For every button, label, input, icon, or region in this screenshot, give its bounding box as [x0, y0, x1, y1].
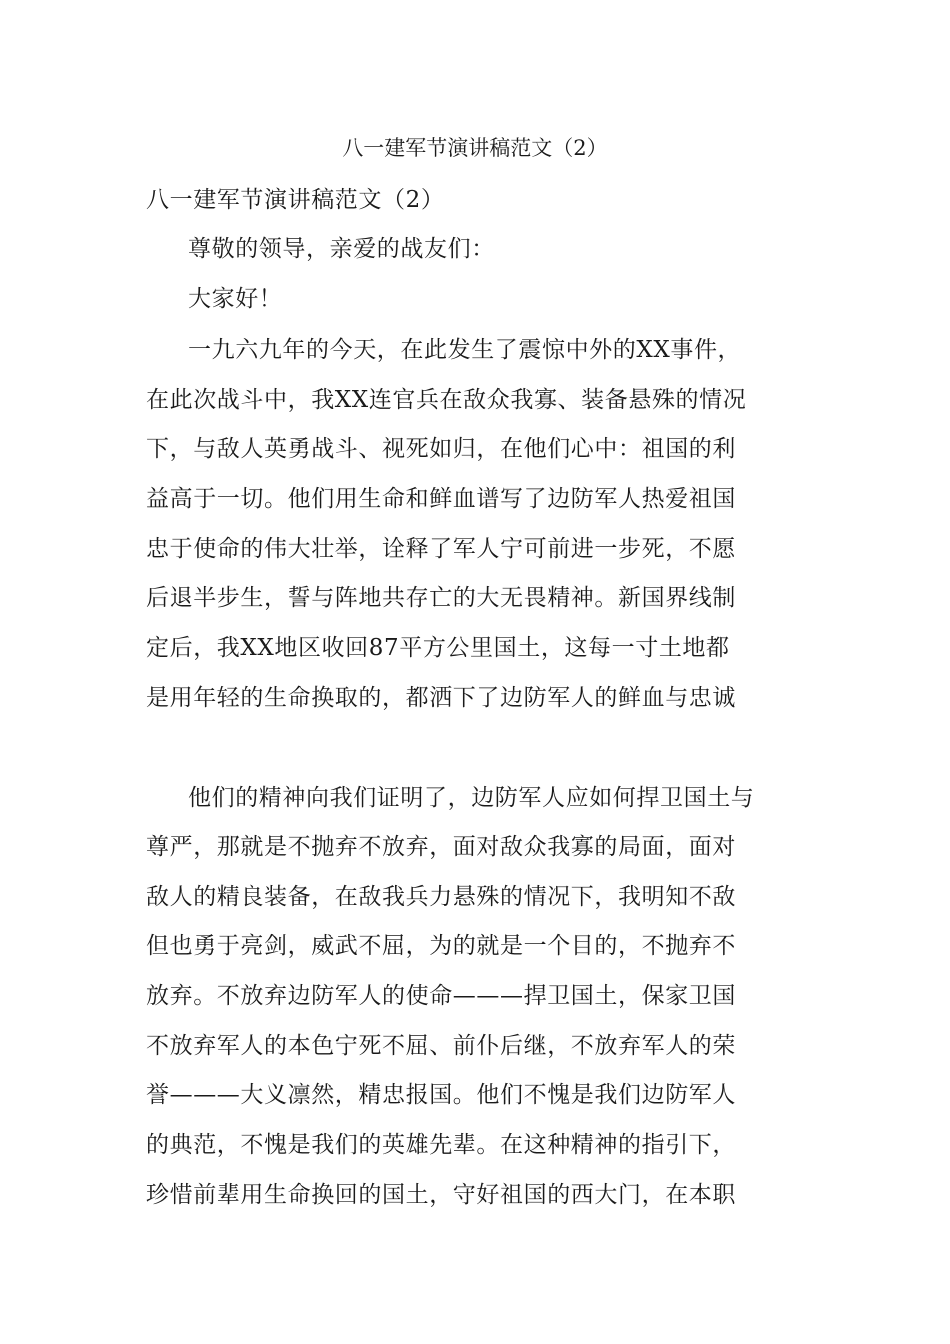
paragraph2-line: 敌人的精良装备，在敌我兵力悬殊的情况下，我明知不敌 — [146, 884, 736, 910]
paragraph2-line: 放弃。不放弃边防军人的使命———捍卫国土，保家卫国 — [146, 983, 736, 1009]
paragraph2-line: 誉———大义凛然，精忠报国。他们不愧是我们边防军人 — [146, 1082, 736, 1108]
paragraph2-line: 不放弃军人的本色宁死不屈、前仆后继，不放弃军人的荣 — [146, 1033, 736, 1059]
document-subtitle: 八一建军节演讲稿范文（2） — [146, 187, 445, 213]
paragraph1-line: 益高于一切。他们用生命和鲜血谱写了边防军人热爱祖国 — [146, 486, 736, 512]
paragraph1-line: 在此次战斗中，我XX连官兵在敌众我寡、装备悬殊的情况 — [146, 387, 747, 413]
paragraph2-line: 尊严，那就是不抛弃不放弃，面对敌众我寡的局面，面对 — [146, 834, 736, 860]
paragraph2-line: 他们的精神向我们证明了，边防军人应如何捍卫国土与 — [188, 785, 755, 811]
greeting-line: 尊敬的领导，亲爱的战友们： — [188, 236, 495, 262]
paragraph1-line: 是用年轻的生命换取的，都洒下了边防军人的鲜血与忠诚 — [146, 685, 736, 711]
paragraph1-line: 后退半步生，誓与阵地共存亡的大无畏精神。新国界线制 — [146, 585, 736, 611]
paragraph1-line: 下，与敌人英勇战斗、视死如归，在他们心中：祖国的利 — [146, 436, 736, 462]
paragraph2-line: 珍惜前辈用生命换回的国土，守好祖国的西大门，在本职 — [146, 1182, 736, 1208]
document-title: 八一建军节演讲稿范文（2） — [342, 136, 608, 160]
paragraph2-line: 的典范，不愧是我们的英雄先辈。在这种精神的指引下， — [146, 1132, 736, 1158]
paragraph1-line: 忠于使命的伟大壮举，诠释了军人宁可前进一步死，不愿 — [146, 536, 736, 562]
paragraph1-line: 定后，我XX地区收回87平方公里国土，这每一寸土地都 — [146, 635, 730, 661]
salutation-line: 大家好！ — [188, 286, 283, 312]
paragraph1-line: 一九六九年的今天，在此发生了震惊中外的XX事件， — [188, 337, 742, 363]
paragraph2-line: 但也勇于亮剑，威武不屈，为的就是一个目的，不抛弃不 — [146, 933, 736, 959]
